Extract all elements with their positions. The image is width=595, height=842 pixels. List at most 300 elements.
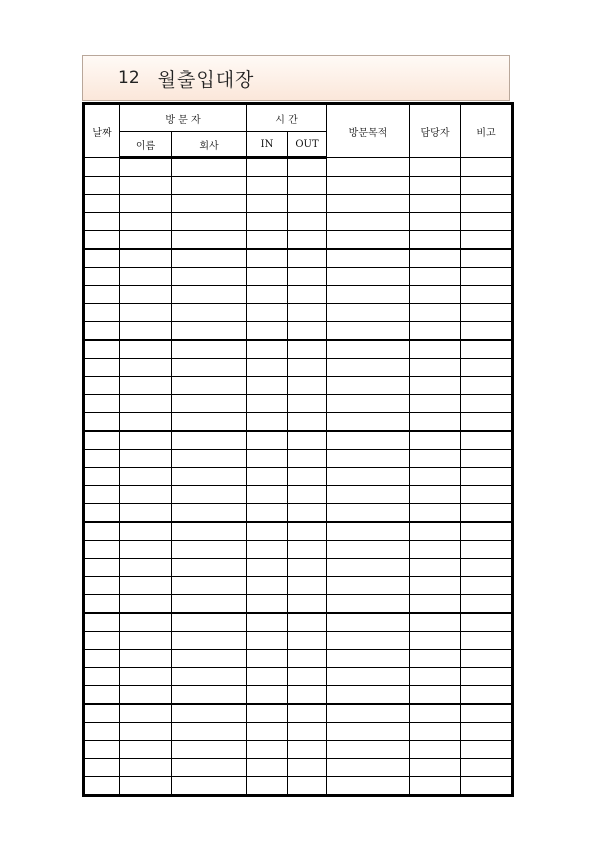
cell-out[interactable]: [288, 704, 327, 723]
cell-in[interactable]: [247, 286, 288, 304]
cell-remarks[interactable]: [461, 759, 513, 777]
cell-name[interactable]: [120, 704, 172, 723]
cell-name[interactable]: [120, 340, 172, 359]
cell-name[interactable]: [120, 577, 172, 595]
cell-purpose[interactable]: [327, 195, 410, 213]
cell-name[interactable]: [120, 486, 172, 504]
cell-in[interactable]: [247, 723, 288, 741]
cell-name[interactable]: [120, 668, 172, 686]
cell-in[interactable]: [247, 613, 288, 632]
cell-in[interactable]: [247, 340, 288, 359]
cell-purpose[interactable]: [327, 286, 410, 304]
cell-manager[interactable]: [410, 231, 461, 250]
cell-manager[interactable]: [410, 577, 461, 595]
cell-out[interactable]: [288, 268, 327, 286]
cell-date[interactable]: [84, 723, 120, 741]
cell-manager[interactable]: [410, 286, 461, 304]
cell-purpose[interactable]: [327, 158, 410, 177]
cell-date[interactable]: [84, 177, 120, 195]
cell-date[interactable]: [84, 450, 120, 468]
cell-manager[interactable]: [410, 249, 461, 268]
cell-company[interactable]: [172, 395, 247, 413]
cell-out[interactable]: [288, 359, 327, 377]
cell-name[interactable]: [120, 359, 172, 377]
cell-purpose[interactable]: [327, 541, 410, 559]
cell-purpose[interactable]: [327, 486, 410, 504]
cell-company[interactable]: [172, 304, 247, 322]
cell-purpose[interactable]: [327, 177, 410, 195]
cell-purpose[interactable]: [327, 741, 410, 759]
cell-remarks[interactable]: [461, 613, 513, 632]
cell-company[interactable]: [172, 231, 247, 250]
cell-company[interactable]: [172, 741, 247, 759]
cell-company[interactable]: [172, 577, 247, 595]
cell-name[interactable]: [120, 158, 172, 177]
cell-remarks[interactable]: [461, 177, 513, 195]
cell-manager[interactable]: [410, 195, 461, 213]
cell-purpose[interactable]: [327, 668, 410, 686]
cell-manager[interactable]: [410, 486, 461, 504]
cell-date[interactable]: [84, 777, 120, 796]
cell-out[interactable]: [288, 723, 327, 741]
cell-company[interactable]: [172, 541, 247, 559]
cell-company[interactable]: [172, 431, 247, 450]
cell-manager[interactable]: [410, 158, 461, 177]
cell-purpose[interactable]: [327, 650, 410, 668]
cell-date[interactable]: [84, 377, 120, 395]
cell-purpose[interactable]: [327, 559, 410, 577]
cell-remarks[interactable]: [461, 450, 513, 468]
cell-manager[interactable]: [410, 541, 461, 559]
cell-in[interactable]: [247, 759, 288, 777]
cell-name[interactable]: [120, 249, 172, 268]
cell-in[interactable]: [247, 504, 288, 523]
cell-purpose[interactable]: [327, 613, 410, 632]
cell-out[interactable]: [288, 468, 327, 486]
cell-remarks[interactable]: [461, 395, 513, 413]
cell-company[interactable]: [172, 759, 247, 777]
cell-manager[interactable]: [410, 431, 461, 450]
cell-in[interactable]: [247, 322, 288, 341]
cell-name[interactable]: [120, 541, 172, 559]
cell-name[interactable]: [120, 777, 172, 796]
table-row: [84, 486, 513, 504]
cell-manager[interactable]: [410, 504, 461, 523]
cell-remarks[interactable]: [461, 723, 513, 741]
cell-out[interactable]: [288, 759, 327, 777]
cell-date[interactable]: [84, 741, 120, 759]
cell-remarks[interactable]: [461, 595, 513, 614]
cell-out[interactable]: [288, 577, 327, 595]
cell-remarks[interactable]: [461, 268, 513, 286]
header-in: IN: [247, 132, 288, 158]
cell-date[interactable]: [84, 431, 120, 450]
cell-purpose[interactable]: [327, 777, 410, 796]
cell-name[interactable]: [120, 650, 172, 668]
cell-name[interactable]: [120, 322, 172, 341]
cell-in[interactable]: [247, 650, 288, 668]
cell-in[interactable]: [247, 595, 288, 614]
cell-company[interactable]: [172, 522, 247, 541]
cell-purpose[interactable]: [327, 522, 410, 541]
cell-manager[interactable]: [410, 741, 461, 759]
cell-name[interactable]: [120, 686, 172, 705]
cell-company[interactable]: [172, 340, 247, 359]
cell-remarks[interactable]: [461, 431, 513, 450]
cell-in[interactable]: [247, 468, 288, 486]
cell-remarks[interactable]: [461, 632, 513, 650]
cell-company[interactable]: [172, 723, 247, 741]
cell-in[interactable]: [247, 359, 288, 377]
cell-company[interactable]: [172, 668, 247, 686]
cell-manager[interactable]: [410, 304, 461, 322]
cell-date[interactable]: [84, 304, 120, 322]
cell-date[interactable]: [84, 577, 120, 595]
cell-manager[interactable]: [410, 377, 461, 395]
cell-remarks[interactable]: [461, 322, 513, 341]
cell-date[interactable]: [84, 486, 120, 504]
cell-purpose[interactable]: [327, 504, 410, 523]
cell-in[interactable]: [247, 195, 288, 213]
cell-manager[interactable]: [410, 268, 461, 286]
cell-out[interactable]: [288, 177, 327, 195]
cell-name[interactable]: [120, 741, 172, 759]
table-row: [84, 632, 513, 650]
cell-manager[interactable]: [410, 723, 461, 741]
cell-date[interactable]: [84, 522, 120, 541]
cell-manager[interactable]: [410, 413, 461, 432]
cell-in[interactable]: [247, 377, 288, 395]
cell-purpose[interactable]: [327, 759, 410, 777]
cell-date[interactable]: [84, 468, 120, 486]
cell-company[interactable]: [172, 359, 247, 377]
cell-manager[interactable]: [410, 177, 461, 195]
cell-manager[interactable]: [410, 359, 461, 377]
cell-purpose[interactable]: [327, 359, 410, 377]
cell-date[interactable]: [84, 359, 120, 377]
cell-remarks[interactable]: [461, 377, 513, 395]
cell-company[interactable]: [172, 377, 247, 395]
cell-out[interactable]: [288, 286, 327, 304]
cell-in[interactable]: [247, 177, 288, 195]
cell-out[interactable]: [288, 632, 327, 650]
cell-remarks[interactable]: [461, 468, 513, 486]
cell-out[interactable]: [288, 450, 327, 468]
cell-remarks[interactable]: [461, 559, 513, 577]
cell-purpose[interactable]: [327, 213, 410, 231]
page-title: 월출입대장: [157, 68, 255, 91]
cell-purpose[interactable]: [327, 686, 410, 705]
cell-date[interactable]: [84, 504, 120, 523]
cell-manager[interactable]: [410, 686, 461, 705]
cell-in[interactable]: [247, 522, 288, 541]
cell-date[interactable]: [84, 704, 120, 723]
cell-remarks[interactable]: [461, 686, 513, 705]
cell-date[interactable]: [84, 213, 120, 231]
cell-company[interactable]: [172, 413, 247, 432]
cell-remarks[interactable]: [461, 777, 513, 796]
header-out: OUT: [288, 132, 327, 158]
table-row: [84, 286, 513, 304]
cell-date[interactable]: [84, 395, 120, 413]
cell-date[interactable]: [84, 286, 120, 304]
cell-manager[interactable]: [410, 777, 461, 796]
cell-manager[interactable]: [410, 632, 461, 650]
cell-date[interactable]: [84, 559, 120, 577]
cell-manager[interactable]: [410, 395, 461, 413]
cell-in[interactable]: [247, 668, 288, 686]
cell-purpose[interactable]: [327, 231, 410, 250]
cell-company[interactable]: [172, 486, 247, 504]
table-row: [84, 413, 513, 432]
table-row: [84, 322, 513, 341]
cell-name[interactable]: [120, 413, 172, 432]
cell-name[interactable]: [120, 595, 172, 614]
header-company: 회사: [172, 132, 247, 158]
cell-out[interactable]: [288, 741, 327, 759]
cell-date[interactable]: [84, 650, 120, 668]
cell-remarks[interactable]: [461, 522, 513, 541]
cell-purpose[interactable]: [327, 704, 410, 723]
cell-in[interactable]: [247, 158, 288, 177]
table-row: [84, 249, 513, 268]
cell-out[interactable]: [288, 559, 327, 577]
cell-date[interactable]: [84, 340, 120, 359]
cell-company[interactable]: [172, 286, 247, 304]
cell-out[interactable]: [288, 158, 327, 177]
table-row: [84, 395, 513, 413]
cell-in[interactable]: [247, 268, 288, 286]
cell-name[interactable]: [120, 723, 172, 741]
cell-out[interactable]: [288, 504, 327, 523]
cell-purpose[interactable]: [327, 340, 410, 359]
cell-date[interactable]: [84, 268, 120, 286]
table-row: [84, 668, 513, 686]
cell-in[interactable]: [247, 686, 288, 705]
cell-out[interactable]: [288, 195, 327, 213]
cell-out[interactable]: [288, 377, 327, 395]
cell-remarks[interactable]: [461, 340, 513, 359]
cell-manager[interactable]: [410, 704, 461, 723]
cell-name[interactable]: [120, 231, 172, 250]
cell-out[interactable]: [288, 413, 327, 432]
cell-company[interactable]: [172, 704, 247, 723]
cell-name[interactable]: [120, 395, 172, 413]
table-row: [84, 158, 513, 177]
cell-company[interactable]: [172, 249, 247, 268]
table-row: [84, 268, 513, 286]
cell-date[interactable]: [84, 195, 120, 213]
cell-purpose[interactable]: [327, 322, 410, 341]
cell-company[interactable]: [172, 686, 247, 705]
cell-out[interactable]: [288, 686, 327, 705]
cell-remarks[interactable]: [461, 158, 513, 177]
cell-in[interactable]: [247, 632, 288, 650]
cell-company[interactable]: [172, 613, 247, 632]
cell-company[interactable]: [172, 213, 247, 231]
cell-manager[interactable]: [410, 595, 461, 614]
cell-purpose[interactable]: [327, 577, 410, 595]
cell-company[interactable]: [172, 650, 247, 668]
cell-name[interactable]: [120, 759, 172, 777]
cell-company[interactable]: [172, 177, 247, 195]
cell-remarks[interactable]: [461, 231, 513, 250]
cell-out[interactable]: [288, 668, 327, 686]
cell-manager[interactable]: [410, 340, 461, 359]
cell-name[interactable]: [120, 504, 172, 523]
cell-name[interactable]: [120, 377, 172, 395]
cell-in[interactable]: [247, 741, 288, 759]
cell-remarks[interactable]: [461, 359, 513, 377]
cell-in[interactable]: [247, 704, 288, 723]
cell-in[interactable]: [247, 450, 288, 468]
cell-out[interactable]: [288, 213, 327, 231]
table-row: [84, 359, 513, 377]
cell-name[interactable]: [120, 559, 172, 577]
cell-in[interactable]: [247, 559, 288, 577]
cell-company[interactable]: [172, 632, 247, 650]
cell-date[interactable]: [84, 595, 120, 614]
cell-purpose[interactable]: [327, 395, 410, 413]
cell-out[interactable]: [288, 777, 327, 796]
cell-name[interactable]: [120, 304, 172, 322]
cell-date[interactable]: [84, 759, 120, 777]
cell-name[interactable]: [120, 195, 172, 213]
cell-purpose[interactable]: [327, 450, 410, 468]
cell-in[interactable]: [247, 304, 288, 322]
cell-remarks[interactable]: [461, 577, 513, 595]
cell-date[interactable]: [84, 231, 120, 250]
cell-name[interactable]: [120, 468, 172, 486]
cell-company[interactable]: [172, 777, 247, 796]
cell-manager[interactable]: [410, 213, 461, 231]
cell-in[interactable]: [247, 486, 288, 504]
cell-company[interactable]: [172, 268, 247, 286]
cell-remarks[interactable]: [461, 504, 513, 523]
cell-date[interactable]: [84, 322, 120, 341]
cell-name[interactable]: [120, 450, 172, 468]
cell-name[interactable]: [120, 431, 172, 450]
cell-date[interactable]: [84, 686, 120, 705]
table-row: [84, 431, 513, 450]
cell-name[interactable]: [120, 177, 172, 195]
cell-company[interactable]: [172, 450, 247, 468]
cell-manager[interactable]: [410, 613, 461, 632]
cell-out[interactable]: [288, 340, 327, 359]
cell-purpose[interactable]: [327, 249, 410, 268]
cell-in[interactable]: [247, 395, 288, 413]
cell-remarks[interactable]: [461, 668, 513, 686]
cell-manager[interactable]: [410, 522, 461, 541]
cell-company[interactable]: [172, 595, 247, 614]
cell-remarks[interactable]: [461, 249, 513, 268]
cell-out[interactable]: [288, 431, 327, 450]
cell-purpose[interactable]: [327, 304, 410, 322]
cell-manager[interactable]: [410, 668, 461, 686]
cell-out[interactable]: [288, 613, 327, 632]
cell-manager[interactable]: [410, 468, 461, 486]
cell-in[interactable]: [247, 777, 288, 796]
cell-in[interactable]: [247, 413, 288, 432]
cell-remarks[interactable]: [461, 741, 513, 759]
cell-manager[interactable]: [410, 322, 461, 341]
cell-date[interactable]: [84, 668, 120, 686]
cell-out[interactable]: [288, 304, 327, 322]
cell-remarks[interactable]: [461, 304, 513, 322]
cell-remarks[interactable]: [461, 541, 513, 559]
cell-company[interactable]: [172, 468, 247, 486]
cell-company[interactable]: [172, 322, 247, 341]
table-row: [84, 522, 513, 541]
cell-purpose[interactable]: [327, 632, 410, 650]
cell-company[interactable]: [172, 195, 247, 213]
cell-name[interactable]: [120, 613, 172, 632]
cell-company[interactable]: [172, 504, 247, 523]
cell-out[interactable]: [288, 541, 327, 559]
cell-in[interactable]: [247, 231, 288, 250]
cell-out[interactable]: [288, 231, 327, 250]
cell-out[interactable]: [288, 650, 327, 668]
cell-remarks[interactable]: [461, 413, 513, 432]
cell-date[interactable]: [84, 413, 120, 432]
cell-name[interactable]: [120, 522, 172, 541]
header-name: 이름: [120, 132, 172, 158]
cell-in[interactable]: [247, 213, 288, 231]
cell-out[interactable]: [288, 322, 327, 341]
table-row: [84, 195, 513, 213]
cell-out[interactable]: [288, 249, 327, 268]
cell-name[interactable]: [120, 268, 172, 286]
cell-name[interactable]: [120, 213, 172, 231]
cell-purpose[interactable]: [327, 377, 410, 395]
cell-purpose[interactable]: [327, 413, 410, 432]
cell-remarks[interactable]: [461, 286, 513, 304]
cell-in[interactable]: [247, 431, 288, 450]
cell-in[interactable]: [247, 249, 288, 268]
cell-company[interactable]: [172, 158, 247, 177]
cell-in[interactable]: [247, 541, 288, 559]
cell-manager[interactable]: [410, 450, 461, 468]
cell-out[interactable]: [288, 595, 327, 614]
cell-purpose[interactable]: [327, 468, 410, 486]
header-time: 시 간: [247, 104, 327, 132]
cell-purpose[interactable]: [327, 268, 410, 286]
cell-out[interactable]: [288, 395, 327, 413]
cell-name[interactable]: [120, 286, 172, 304]
cell-remarks[interactable]: [461, 213, 513, 231]
cell-remarks[interactable]: [461, 195, 513, 213]
cell-remarks[interactable]: [461, 650, 513, 668]
cell-date[interactable]: [84, 632, 120, 650]
cell-out[interactable]: [288, 522, 327, 541]
cell-company[interactable]: [172, 559, 247, 577]
cell-manager[interactable]: [410, 559, 461, 577]
cell-date[interactable]: [84, 541, 120, 559]
cell-manager[interactable]: [410, 650, 461, 668]
cell-out[interactable]: [288, 486, 327, 504]
cell-date[interactable]: [84, 158, 120, 177]
cell-in[interactable]: [247, 577, 288, 595]
cell-purpose[interactable]: [327, 595, 410, 614]
cell-date[interactable]: [84, 613, 120, 632]
cell-remarks[interactable]: [461, 704, 513, 723]
cell-name[interactable]: [120, 632, 172, 650]
cell-manager[interactable]: [410, 759, 461, 777]
cell-purpose[interactable]: [327, 723, 410, 741]
cell-purpose[interactable]: [327, 431, 410, 450]
cell-remarks[interactable]: [461, 486, 513, 504]
cell-date[interactable]: [84, 249, 120, 268]
